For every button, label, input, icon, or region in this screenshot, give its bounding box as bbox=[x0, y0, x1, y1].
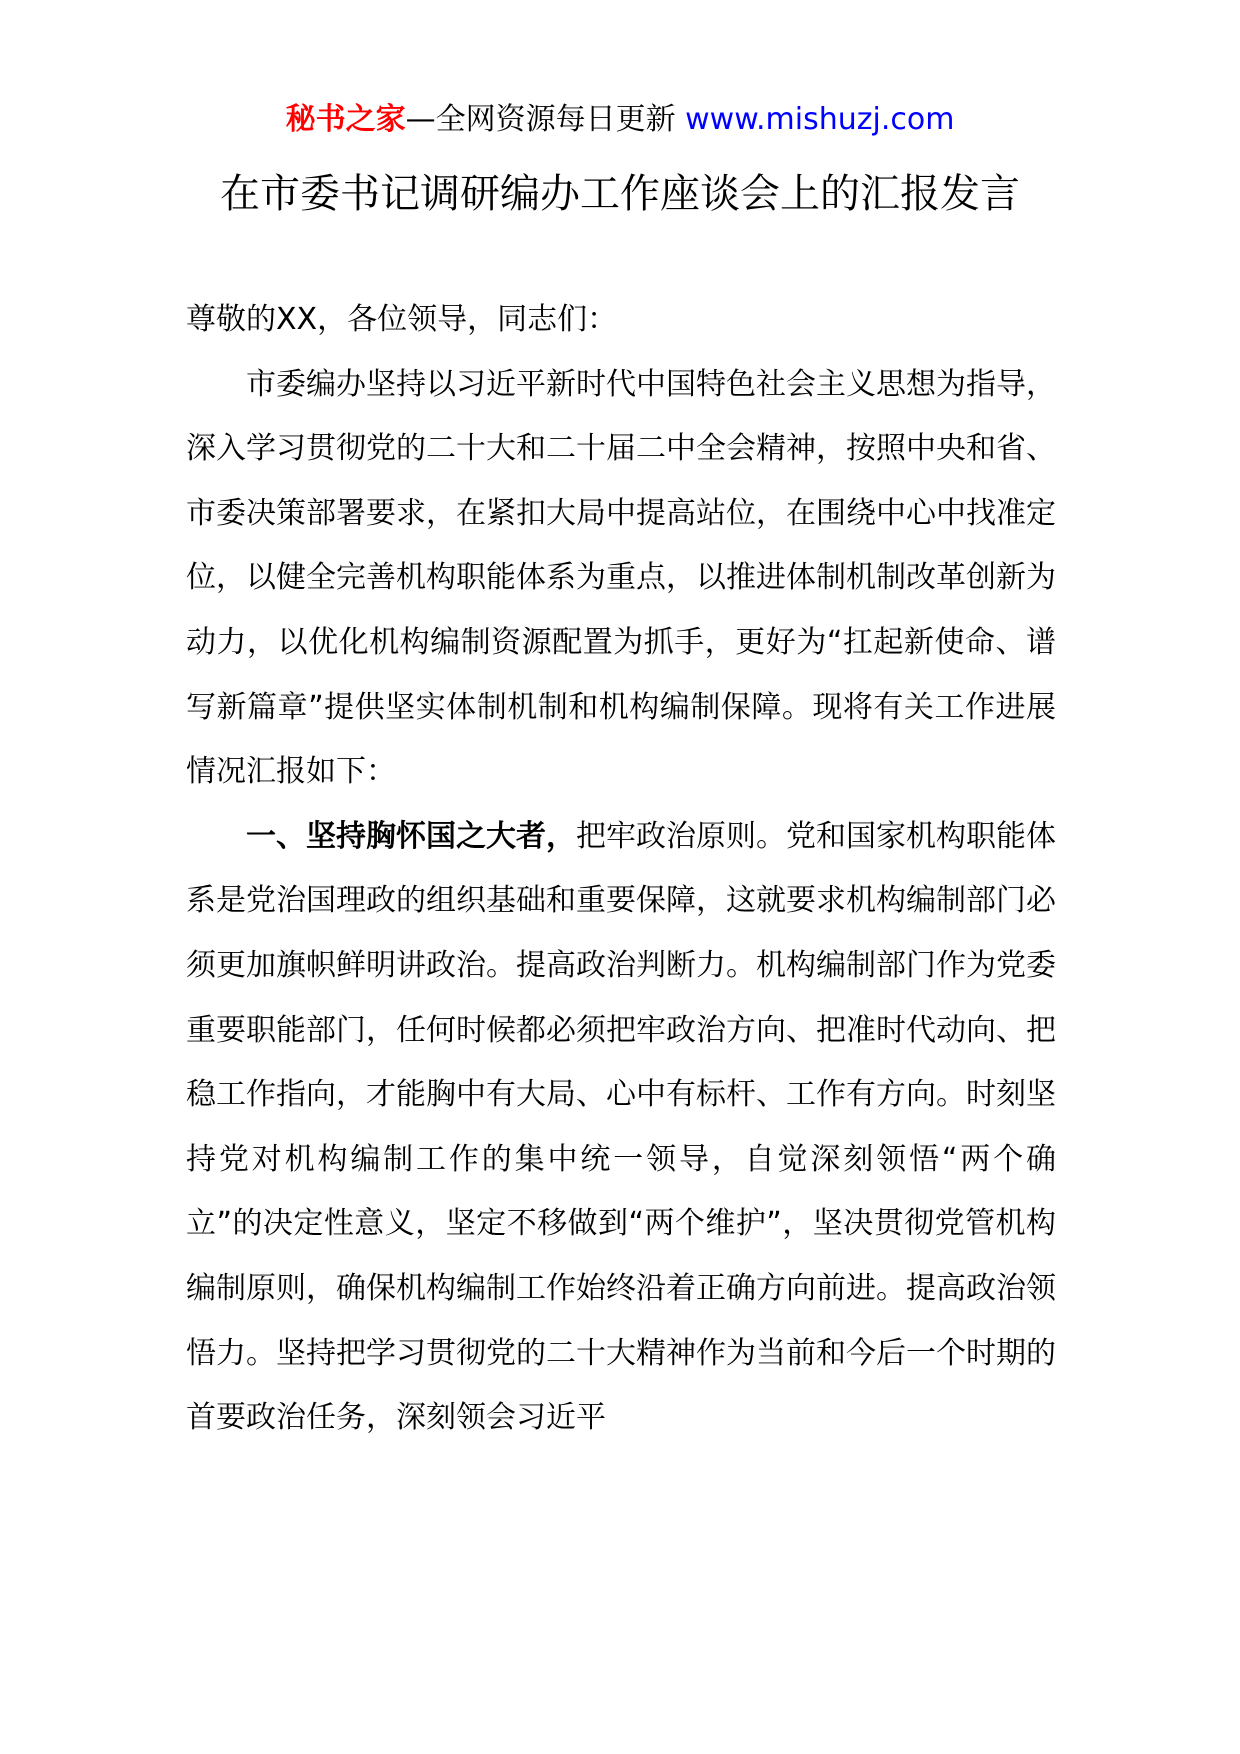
site-header bbox=[0, 98, 1240, 142]
document-title: 在市委书记调研编办工作座谈会上的汇报发言 bbox=[220, 171, 1020, 217]
greeting: 尊敬的XX，各位领导，同志们： bbox=[186, 302, 618, 337]
section-one-text: 把牢政治原则。党和国家机构职能体系是党治国理政的组织基础和重要保障，这就要求机构编制部门必须更加旗帜鲜明讲政治。提高政治判断力。机构编制部门作为党委重要职能部门，任何时候都必须把牢政治方向、把准时代动向、把稳工作指向，才能胸中有大局、心中有标杆、工作有方向。时刻坚持党对机构编制工作的集中统一领导，自觉深刻领悟“两个确立”的决定性意义，坚定不移做到“两个维护”，坚决贯彻党管机构编制原则，确保机构编制工作始终沿着正确方向前进。提高政治领悟力。坚持把学习贯彻党的二十大精神作为当前和今后一个时期的首要政治任务，深刻领会习近平 bbox=[186, 818, 1056, 1436]
section-one-heading: 一、坚持胸怀国之大者， bbox=[246, 818, 576, 854]
site-tagline: —全网资源每日更新 bbox=[405, 102, 676, 137]
paragraph-intro: 市委编办坚持以习近平新时代中国特色社会主义思想为指导，深入学习贯彻党的二十大和二十届二中全会精神，按照中央和省、市委决策部署要求，在紧扣大局中提高站位，在围绕中心中找准定位，以健全完善机构职能体系为重点，以推进体制机制改革创新为动力，以优化机构编制资源配置为抓手，更好为“扛起新使命、谱写新篇章”提供坚实体制机制和机构编制保障。现将有关工作进展情况汇报如下： bbox=[186, 366, 1056, 790]
site-url-link[interactable]: www.mishuzj.com bbox=[685, 102, 955, 137]
document-body bbox=[186, 288, 1056, 1451]
site-brand: 秘书之家 bbox=[285, 102, 406, 137]
paragraph-section-one bbox=[186, 805, 1056, 1451]
